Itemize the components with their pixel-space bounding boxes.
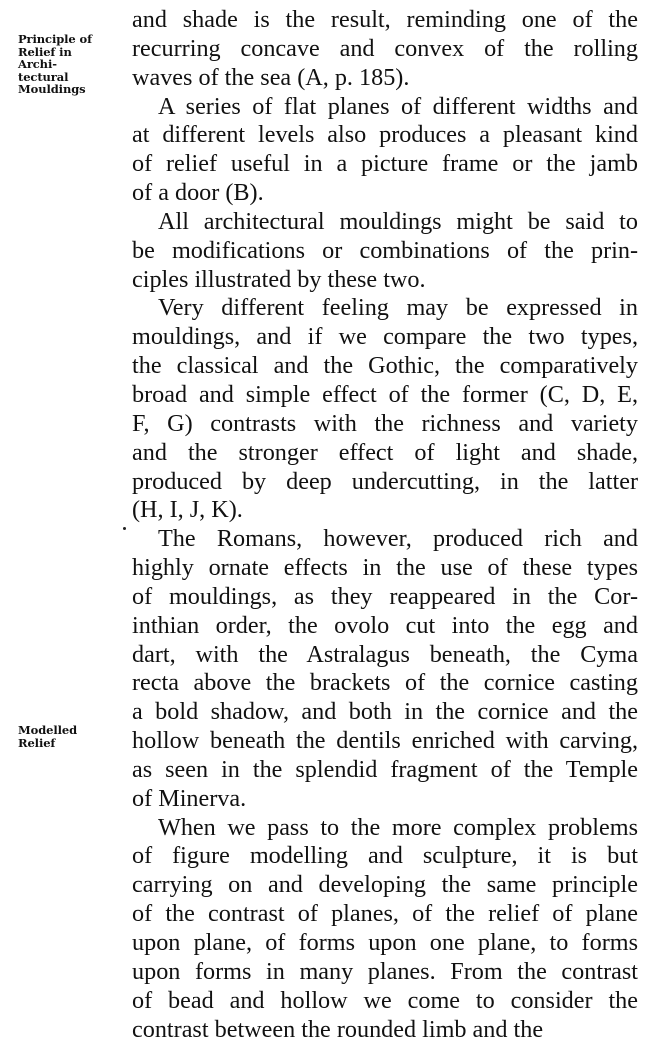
text-line: of a door (B). xyxy=(132,179,264,207)
paragraph xyxy=(132,93,638,208)
text-line: a bold shadow, and both in the cornice and the xyxy=(132,698,638,726)
text-line: produced by deep undercutting, in the latter xyxy=(132,467,638,495)
text-line: All architectural mouldings might be said to xyxy=(158,207,638,235)
text-line: (H, I, J, K). xyxy=(132,496,243,524)
paragraph xyxy=(132,814,638,1044)
sidenote-line: Mouldings xyxy=(18,82,86,96)
text-line: highly ornate effects in the use of these types xyxy=(132,554,638,582)
sidenote-line: Principle of xyxy=(18,32,92,46)
text-line: recurring concave and convex of the rolling xyxy=(132,34,638,62)
text-line: of the contrast of planes, of the relief of plane xyxy=(132,900,638,928)
sidenote-line: Modelled xyxy=(18,723,78,737)
text-line: waves of the sea (A, p. 185). xyxy=(132,63,410,91)
text-line: Very different feeling may be expressed in xyxy=(158,294,638,322)
paragraph xyxy=(132,6,638,93)
paragraph xyxy=(132,208,638,295)
text-line: of mouldings, as they reappeared in the Cor- xyxy=(132,582,638,610)
text-line: at different levels also produces a pleasant kind xyxy=(132,121,638,149)
text-line: carrying on and developing the same principle xyxy=(132,871,638,899)
paragraph xyxy=(132,525,638,813)
text-line: the classical and the Gothic, the comparatively xyxy=(132,352,638,380)
sidenote-line: Relief xyxy=(18,735,56,750)
text-line: and the stronger effect of light and shade, xyxy=(132,438,638,466)
text-line: be modifications or combinations of the prin- xyxy=(132,236,638,264)
text-line: F, G) contrasts with the richness and variety xyxy=(132,409,638,437)
text-line: mouldings, and if we compare the two types, xyxy=(132,323,638,351)
text-line: hollow beneath the dentils enriched with carving, xyxy=(132,727,638,755)
sidenote-line: tectural xyxy=(18,69,69,84)
text-line: When we pass to the more complex problems xyxy=(158,813,638,841)
text-line: dart, with the Astralagus beneath, the Cyma xyxy=(132,640,638,668)
sidenote-modelled-relief xyxy=(18,724,122,749)
text-line: of relief useful in a picture frame or the jamb xyxy=(132,150,638,178)
text-line: A series of flat planes of different widths and xyxy=(158,92,638,120)
text-line: of figure modelling and sculpture, it is but xyxy=(132,842,638,870)
text-line: upon plane, of forms upon one plane, to forms xyxy=(132,929,638,956)
ink-speck xyxy=(123,527,126,530)
text-line: broad and simple effect of the former (C, D, E, xyxy=(132,380,638,408)
sidenote-line: Archi- xyxy=(18,57,57,71)
text-line: upon forms in many planes. From the contrast xyxy=(132,957,638,985)
text-line: of Minerva. xyxy=(132,784,247,812)
text-line: and shade is the result, reminding one of the xyxy=(132,6,638,33)
text-line: of bead and hollow we come to consider the xyxy=(132,986,638,1014)
text-line: inthian order, the ovolo cut into the egg and xyxy=(132,611,638,639)
text-line: as seen in the splendid fragment of the Temple xyxy=(132,755,638,783)
sidenote-line: Relief in xyxy=(18,44,72,59)
text-line: recta above the brackets of the cornice casting xyxy=(132,669,638,697)
sidenote-relief-principle xyxy=(18,33,122,96)
text-line: The Romans, however, produced rich and xyxy=(158,525,638,553)
body-text xyxy=(132,6,638,1044)
text-line: ciples illustrated by these two. xyxy=(132,265,426,293)
text-line: contrast between the rounded limb and the xyxy=(132,1015,544,1043)
paragraph xyxy=(132,294,638,525)
